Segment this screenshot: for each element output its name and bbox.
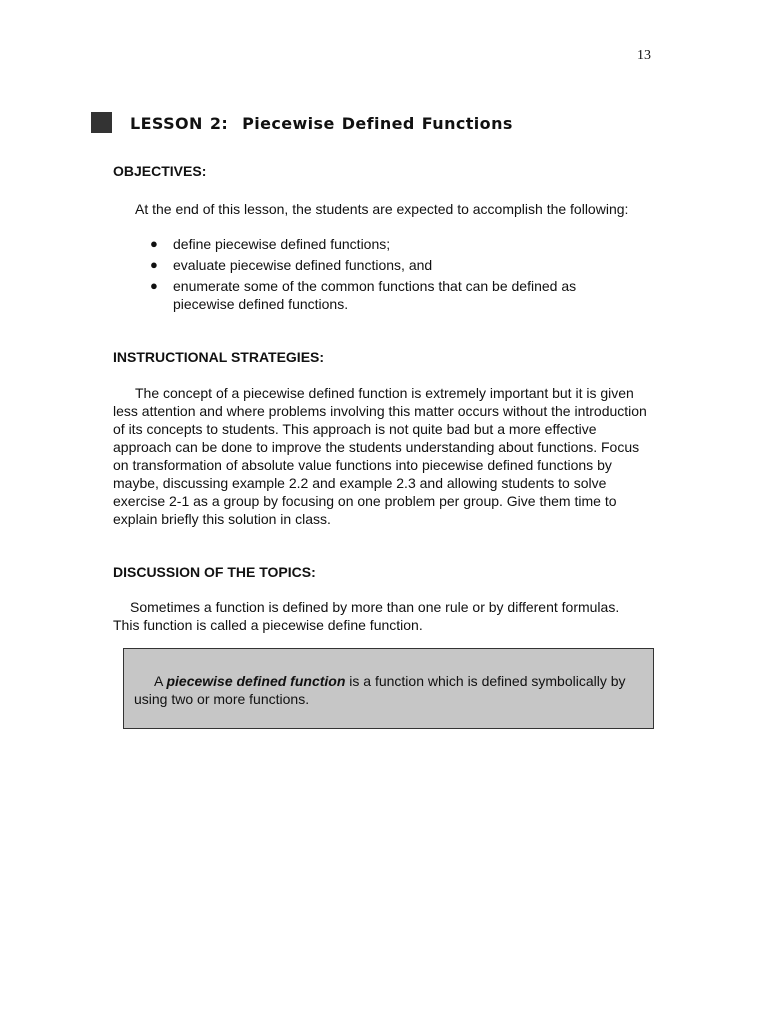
- discussion-text: Sometimes a function is defined by more than one rule or by different formulas. This function is called a piecewise define function.: [113, 599, 627, 633]
- discussion-heading: DISCUSSION OF THE TOPICS:: [113, 564, 316, 580]
- definition-term: piecewise defined function: [166, 673, 346, 689]
- list-item-text: define piecewise defined functions;: [173, 236, 391, 252]
- page-number: 13: [637, 48, 651, 63]
- lesson-title: LESSON 2: Piecewise Defined Functions: [130, 114, 513, 133]
- objectives-intro-text: At the end of this lesson, the students are expected to accomplish the following:: [135, 201, 629, 217]
- bullet-icon: ●: [150, 236, 158, 251]
- lesson-marker-square: [91, 112, 112, 133]
- definition-rest: is a function which is defined symbolically by using two or more functions.: [134, 673, 626, 707]
- objectives-intro: [113, 200, 653, 218]
- bullet-icon: ●: [150, 278, 158, 293]
- list-item: [150, 277, 630, 313]
- discussion-paragraph: [113, 598, 653, 634]
- strategies-paragraph: [113, 384, 653, 528]
- list-item: [150, 235, 630, 253]
- list-item-text: evaluate piecewise defined functions, and: [173, 257, 433, 273]
- strategies-heading: INSTRUCTIONAL STRATEGIES:: [113, 349, 325, 365]
- definition-prefix: A: [154, 673, 167, 689]
- strategies-text: The concept of a piecewise defined function is extremely important but it is given less attention and where problems involving this matter occurs without the introduction of its concepts to students. This approach is not quite bad but a more effective approach can be done to improve the students understanding about functions. Focus on transformation of absolute value functions into piecewise defined functions by maybe, discussing example 2.2 and example 2.3 and allowing students to solve exercise 2-1 as a group by focusing on one problem per group. Give them time to explain briefly this solution in class.: [113, 385, 647, 527]
- list-item-text: enumerate some of the common functions that can be defined as piecewise defined functions.: [173, 278, 577, 312]
- bullet-icon: ●: [150, 257, 158, 272]
- objectives-list: [150, 235, 630, 316]
- list-item: [150, 256, 630, 274]
- definition-box: [123, 648, 654, 729]
- objectives-heading: OBJECTIVES:: [113, 163, 207, 179]
